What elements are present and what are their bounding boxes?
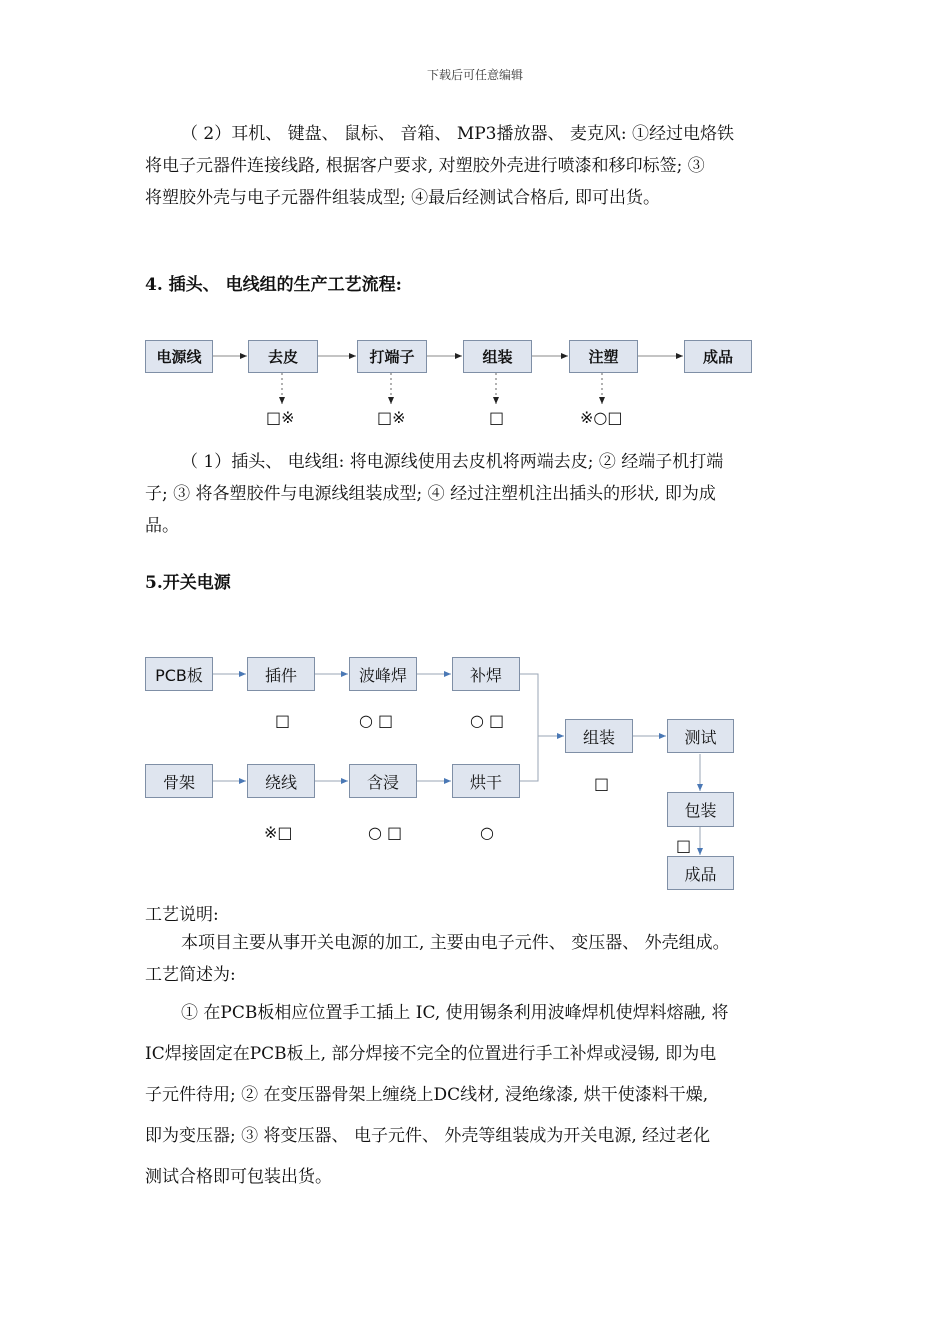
flow4-step-product: 成品 [684, 340, 752, 373]
notes-label: 工艺说明: [145, 905, 219, 925]
flow4-step-strip: 去皮 [248, 340, 318, 373]
flow4-step-power-cord: 电源线 [145, 340, 213, 373]
flow5-symbol: ○ □ [368, 823, 403, 842]
section-5-steps-line: 子元件待用; ② 在变压器骨架上缠绕上DC线材, 浸绝缘漆, 烘干使漆料干燥, [145, 1085, 709, 1105]
section-4-heading: 4. 插头、 电线组的生产工艺流程: [145, 275, 402, 295]
flow5-symbol: ※□ [264, 823, 293, 842]
flow5-symbol: □ [275, 711, 291, 730]
flow5-symbol: ○ [480, 823, 494, 842]
section-4-description-line: 子; ③ 将各塑胶件与电源线组装成型; ④ 经过注塑机注出插头的形状, 即为成 [145, 484, 716, 504]
section-4-description [145, 446, 820, 542]
flow5-step-dry: 烘干 [452, 764, 520, 798]
section-5-steps-line: 即为变压器; ③ 将变压器、 电子元件、 外壳等组装成为开关电源, 经过老化 [145, 1126, 711, 1146]
flow5-step-pack: 包装 [667, 792, 734, 827]
section-4-description-line: （ 1）插头、 电线组: 将电源线使用去皮机将两端去皮; ② 经端子机打端 [181, 452, 724, 472]
flow5-symbol: ○ □ [470, 711, 505, 730]
flow4-symbol: □ [489, 408, 505, 427]
section-5-intro [145, 927, 835, 991]
section-5-steps-line: IC焊接固定在PCB板上, 部分焊接不完全的位置进行手工补焊或浸锡, 即为电 [145, 1044, 717, 1064]
flow4-step-assemble: 组装 [463, 340, 532, 373]
flow4-step-crimp: 打端子 [357, 340, 427, 373]
flow5-step-assemble: 组装 [565, 719, 633, 753]
flow4-step-injection: 注塑 [569, 340, 638, 373]
flow4-symbol: □※ [377, 408, 406, 427]
page-header: 下载后可任意编辑 [426, 68, 523, 82]
flow5-step-wave-solder: 波峰焊 [349, 657, 417, 691]
section-5-steps-line: 测试合格即可包装出货。 [145, 1167, 332, 1187]
section-5-heading: 5.开关电源 [145, 573, 231, 593]
paragraph-2-line: （ 2）耳机、 键盘、 鼠标、 音箱、 MP3播放器、 麦克风: ①经过电烙铁 [181, 124, 735, 144]
flow5-step-winding: 绕线 [247, 764, 315, 798]
flow5-step-pcb: PCB板 [145, 657, 213, 691]
flow5-symbol: ○ □ [359, 711, 394, 730]
section-5-intro-line: 工艺简述为: [145, 965, 236, 985]
section-4-description-line: 品。 [145, 516, 179, 536]
flow5-symbol: □ [676, 836, 692, 855]
flow5-step-product: 成品 [667, 856, 734, 890]
flow5-step-rework: 补焊 [452, 657, 520, 691]
section-5-steps-line: ① 在PCB板相应位置手工插上 IC, 使用锡条利用波峰焊机使焊料熔融, 将 [181, 1003, 729, 1023]
section-5-intro-line: 本项目主要从事开关电源的加工, 主要由电子元件、 变压器、 外壳组成。 [181, 933, 730, 953]
flow5-step-impregnate: 含浸 [349, 764, 417, 798]
paragraph-2-line: 将塑胶外壳与电子元器件组装成型; ④最后经测试合格后, 即可出货。 [145, 188, 660, 208]
section-5-steps [145, 993, 820, 1198]
flow4-symbol: ※○□ [580, 408, 623, 427]
flow5-step-bobbin: 骨架 [145, 764, 213, 798]
flow5-symbol: □ [594, 774, 610, 793]
paragraph-2-line: 将电子元器件连接线路, 根据客户要求, 对塑胶外壳进行喷漆和移印标签; ③ [145, 156, 705, 176]
flow4-symbol: □※ [266, 408, 295, 427]
flow5-step-insert: 插件 [247, 657, 315, 691]
flow5-step-test: 测试 [667, 719, 734, 753]
